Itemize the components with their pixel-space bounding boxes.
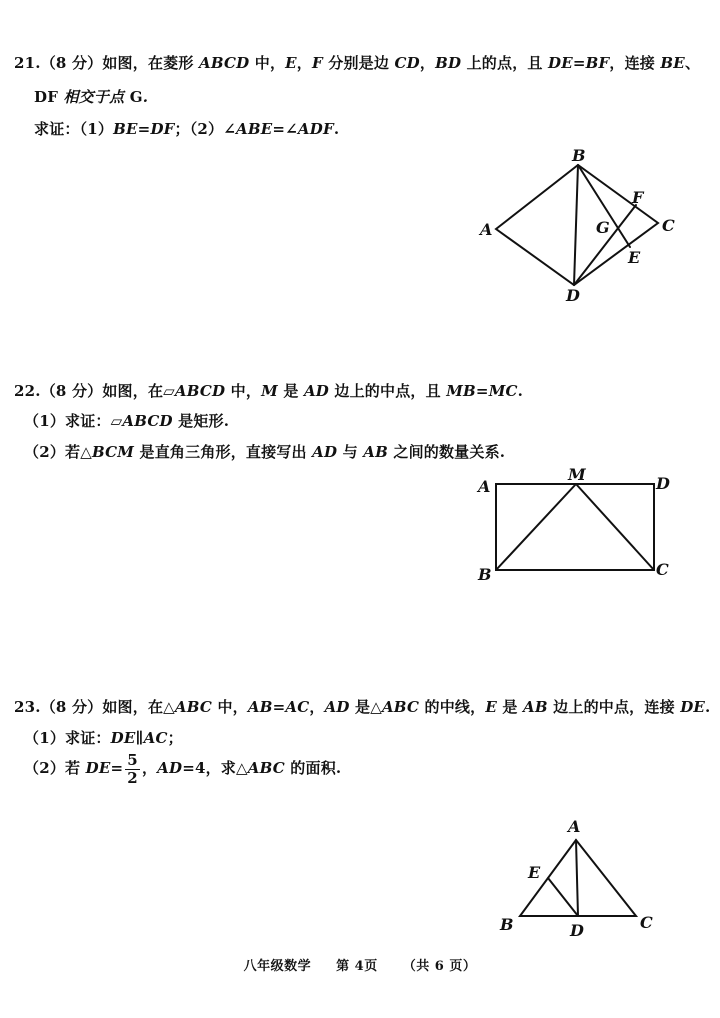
q22-line1 bbox=[14, 380, 523, 401]
q22-rectangle-figure bbox=[470, 462, 690, 587]
text-segment: =4，求△ bbox=[182, 759, 248, 777]
label-d: D bbox=[656, 474, 670, 493]
q22-line2 bbox=[24, 410, 229, 431]
text-segment: AB bbox=[523, 698, 548, 716]
diagonal-bd bbox=[574, 165, 578, 285]
label-b: B bbox=[572, 146, 586, 165]
segment-mc bbox=[576, 484, 654, 570]
text-segment: DE bbox=[680, 698, 706, 716]
fraction-denominator: 2 bbox=[127, 768, 138, 787]
footer-page: 第 4页 bbox=[336, 959, 378, 974]
text-segment: 中， bbox=[249, 54, 286, 72]
label-f: F bbox=[632, 188, 644, 207]
text-segment: G bbox=[129, 88, 143, 106]
text-segment: E bbox=[285, 54, 297, 72]
text-segment: 21.（8 分）如图，在菱形 bbox=[14, 54, 199, 72]
text-segment: = bbox=[137, 120, 151, 138]
text-segment: BD bbox=[435, 54, 462, 72]
label-m: M bbox=[568, 465, 586, 484]
text-segment: AD bbox=[324, 698, 350, 716]
segment-mb bbox=[496, 484, 576, 570]
fraction-five-halves bbox=[125, 752, 140, 786]
text-segment: . bbox=[705, 698, 711, 716]
text-segment: AB bbox=[247, 698, 273, 716]
q23-line3-post bbox=[142, 759, 341, 777]
text-segment: （1）求证：▱ bbox=[24, 412, 123, 430]
text-segment: ， bbox=[309, 698, 325, 716]
label-b: B bbox=[478, 565, 492, 584]
text-segment: 是矩形. bbox=[172, 412, 230, 430]
text-segment: AB bbox=[363, 443, 388, 461]
label-a: A bbox=[480, 220, 493, 239]
text-segment: 中， bbox=[225, 382, 262, 400]
text-segment: = bbox=[110, 759, 124, 777]
text-segment: = bbox=[272, 698, 286, 716]
q21-rhombus-figure bbox=[470, 145, 690, 305]
label-d: D bbox=[566, 286, 580, 305]
text-segment: ，连接 bbox=[609, 54, 661, 72]
text-segment: = bbox=[475, 382, 489, 400]
text-segment: 边上的中点，连接 bbox=[547, 698, 681, 716]
text-segment: （1）求证： bbox=[24, 729, 111, 747]
text-segment: MB bbox=[446, 382, 476, 400]
text-segment: 与 bbox=[337, 443, 364, 461]
text-segment: 边上的中点，且 bbox=[328, 382, 447, 400]
text-segment: 22.（8 分）如图，在▱ bbox=[14, 382, 175, 400]
text-segment: 、 bbox=[684, 54, 701, 72]
segment-de bbox=[548, 878, 578, 916]
text-segment: 之间的数量关系. bbox=[387, 443, 506, 461]
text-segment: ；（2）∠ bbox=[174, 120, 237, 138]
text-segment: =∠ bbox=[272, 120, 298, 138]
text-segment: DE bbox=[110, 729, 136, 747]
text-segment: DF bbox=[34, 88, 59, 106]
text-segment: AC bbox=[285, 698, 310, 716]
q23-triangle-figure bbox=[490, 812, 670, 942]
text-segment: ABC bbox=[174, 698, 213, 716]
label-g: G bbox=[596, 218, 610, 237]
label-d: D bbox=[570, 921, 584, 940]
text-segment: BE bbox=[660, 54, 685, 72]
text-segment: ， bbox=[296, 54, 312, 72]
text-segment: . bbox=[142, 88, 149, 106]
text-segment: 的面积. bbox=[284, 759, 342, 777]
text-segment: ABCD bbox=[198, 54, 250, 72]
label-a: A bbox=[478, 477, 491, 496]
text-segment: E bbox=[485, 698, 497, 716]
text-segment: F bbox=[312, 54, 323, 72]
text-segment: 23.（8 分）如图，在△ bbox=[14, 698, 175, 716]
q21-line3 bbox=[34, 118, 339, 139]
text-segment: 相交于点 bbox=[58, 88, 130, 106]
text-segment: ABE bbox=[236, 120, 273, 138]
text-segment: CD bbox=[394, 54, 420, 72]
rectangle-abcd bbox=[496, 484, 654, 570]
text-segment: ABC bbox=[381, 698, 420, 716]
text-segment: 是△ bbox=[349, 698, 382, 716]
text-segment: M bbox=[261, 382, 278, 400]
text-segment: ， bbox=[419, 54, 436, 72]
text-segment: DE bbox=[548, 54, 573, 72]
text-segment: 求证：（1） bbox=[34, 120, 114, 138]
page-footer bbox=[0, 955, 720, 974]
text-segment: AD bbox=[303, 382, 329, 400]
text-segment: ABC bbox=[247, 759, 285, 777]
text-segment: BF bbox=[585, 54, 610, 72]
text-segment: = bbox=[572, 54, 586, 72]
q23-line3-pre bbox=[24, 759, 123, 777]
text-segment: . bbox=[333, 120, 340, 138]
footer-grade: 八年级数学 bbox=[243, 959, 312, 974]
text-segment: ABCD bbox=[122, 412, 173, 430]
median-ad bbox=[576, 840, 578, 916]
label-c: C bbox=[656, 560, 669, 579]
label-e: E bbox=[628, 248, 641, 267]
text-segment: 是 bbox=[277, 382, 304, 400]
label-c: C bbox=[640, 913, 653, 932]
text-segment: 是直角三角形，直接写出 bbox=[134, 443, 313, 461]
text-segment: 分别是边 bbox=[322, 54, 395, 72]
q23-line1 bbox=[14, 696, 710, 717]
text-segment: ， bbox=[141, 759, 158, 777]
text-segment: BCM bbox=[91, 443, 135, 461]
label-e: E bbox=[528, 863, 541, 882]
text-segment: （2）若△ bbox=[24, 443, 92, 461]
text-segment: 中， bbox=[212, 698, 248, 716]
text-segment: AC bbox=[143, 729, 168, 747]
q21-line2 bbox=[34, 86, 148, 107]
text-segment: ； bbox=[167, 729, 183, 747]
q23-line2 bbox=[24, 727, 183, 748]
text-segment: （2）若 bbox=[24, 759, 86, 777]
text-segment: . bbox=[517, 382, 524, 400]
q23-line3 bbox=[24, 752, 341, 786]
text-segment: AD bbox=[312, 443, 338, 461]
text-segment: ABCD bbox=[174, 382, 226, 400]
q22-line3 bbox=[24, 441, 505, 462]
q21-line1 bbox=[14, 52, 700, 73]
fraction-numerator: 5 bbox=[127, 751, 138, 769]
text-segment: 上的点，且 bbox=[461, 54, 549, 72]
label-c: C bbox=[662, 216, 675, 235]
text-segment: BE bbox=[113, 120, 138, 138]
text-segment: ADF bbox=[297, 120, 334, 138]
text-segment: 是 bbox=[496, 698, 524, 716]
text-segment: ∥ bbox=[135, 729, 144, 747]
text-segment: DE bbox=[85, 759, 111, 777]
label-b: B bbox=[500, 915, 514, 934]
text-segment: DF bbox=[150, 120, 175, 138]
label-a: A bbox=[568, 817, 581, 836]
text-segment: 的中线， bbox=[419, 698, 486, 716]
footer-total: （共 6 页） bbox=[402, 959, 477, 974]
text-segment: AD bbox=[157, 759, 183, 777]
text-segment: MC bbox=[488, 382, 518, 400]
